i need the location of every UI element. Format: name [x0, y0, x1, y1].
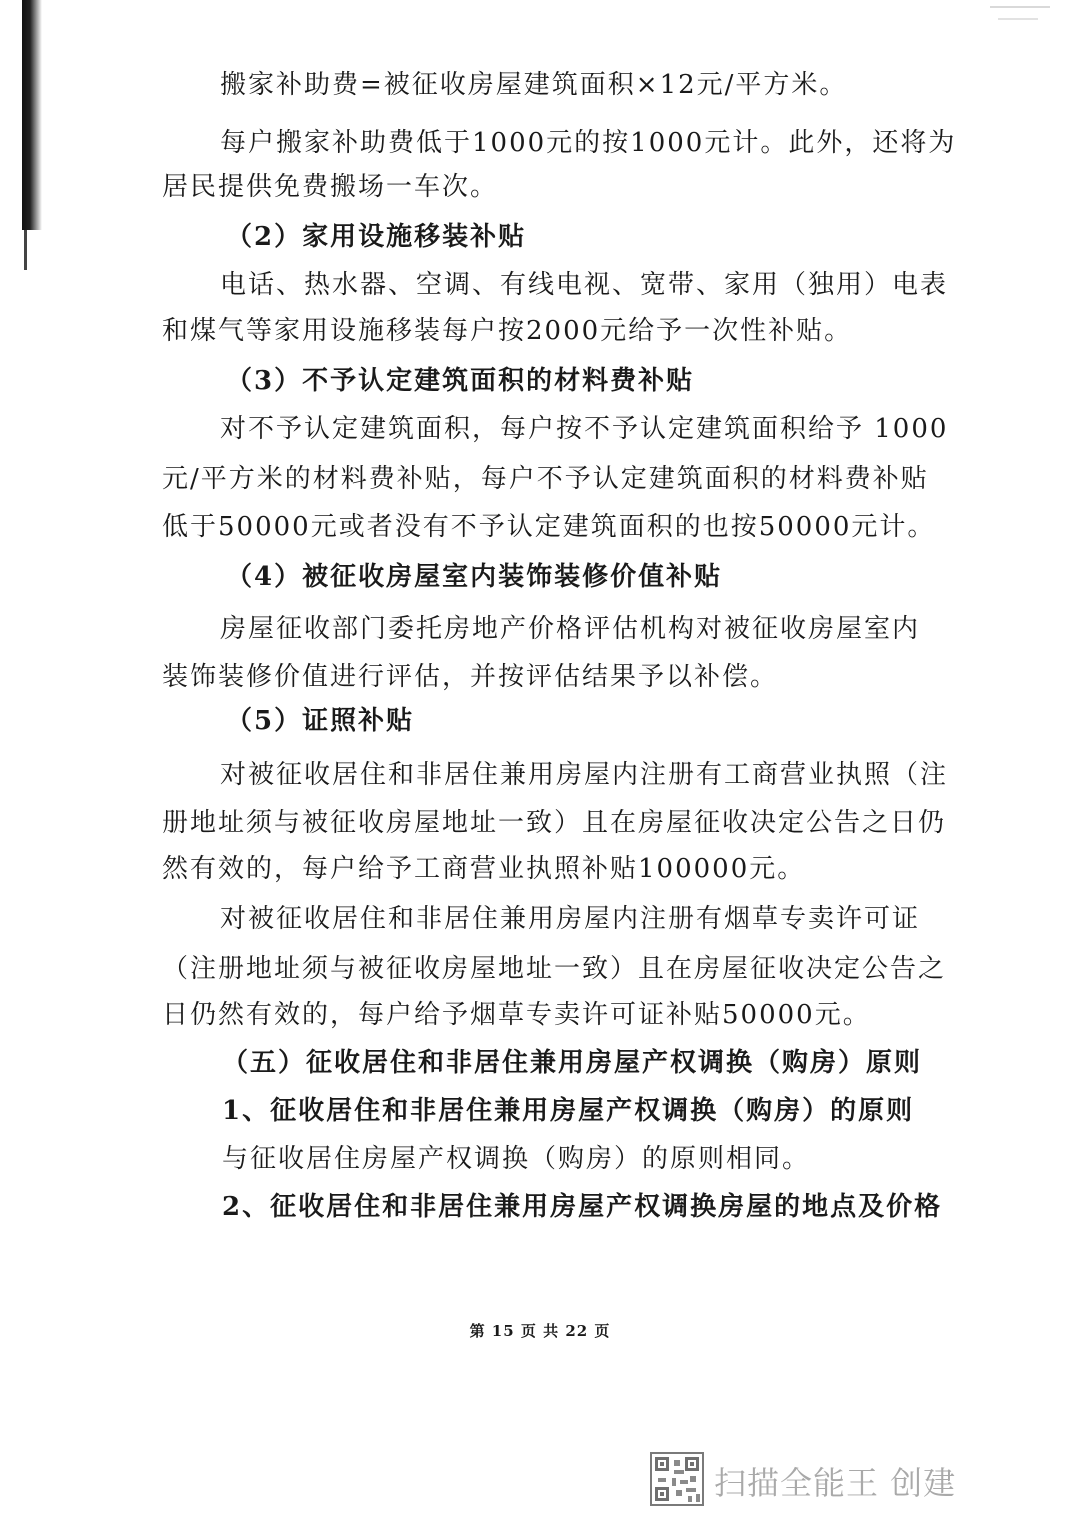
text-line: 和煤气等家用设施移装每户按2000元给予一次性补贴。	[162, 316, 853, 346]
text-line: 与征收居住房屋产权调换（购房）的原则相同。	[222, 1144, 811, 1174]
text-line: 搬家补助费=被征收房屋建筑面积×12元/平方米。	[220, 70, 848, 100]
text-line: 每户搬家补助费低于1000元的按1000元计。此外，还将为	[220, 128, 957, 158]
section-heading: （4）被征收房屋室内装饰装修价值补贴	[226, 562, 723, 592]
page-number: 第 15 页 共 22 页	[469, 1322, 611, 1340]
section-heading: （5）证照补贴	[226, 706, 415, 736]
text-line: 日仍然有效的，每户给予烟草专卖许可证补贴50000元。	[162, 1000, 871, 1030]
text-line: 然有效的，每户给予工商营业执照补贴100000元。	[162, 854, 806, 884]
text-line: 装饰装修价值进行评估，并按评估结果予以补偿。	[162, 662, 779, 692]
section-heading: （五）征收居住和非居住兼用房屋产权调换（购房）原则	[222, 1048, 923, 1078]
text-line: 对不予认定建筑面积，每户按不予认定建筑面积给予 1000	[220, 414, 949, 444]
text-line: 对被征收居住和非居住兼用房屋内注册有烟草专卖许可证	[220, 904, 921, 934]
text-line: 元/平方米的材料费补贴，每户不予认定建筑面积的材料费补贴	[162, 464, 929, 494]
sub-heading: 1、征收居住和非居住兼用房屋产权调换（购房）的原则	[222, 1096, 915, 1126]
text-line: 房屋征收部门委托房地产价格评估机构对被征收房屋室内	[220, 614, 921, 644]
text-line: 对被征收居住和非居住兼用房屋内注册有工商营业执照（注	[220, 760, 949, 790]
scan-corner-mark	[990, 6, 1050, 32]
text-line: 低于50000元或者没有不予认定建筑面积的也按50000元计。	[162, 512, 936, 542]
section-heading: （2）家用设施移装补贴	[226, 222, 527, 252]
watermark-text: 扫描全能王 创建	[714, 1464, 957, 1502]
text-line: 册地址须与被征收房屋地址一致）且在房屋征收决定公告之日仍	[162, 808, 947, 838]
text-line: （注册地址须与被征收房屋地址一致）且在房屋征收决定公告之	[162, 954, 947, 984]
sub-heading: 2、征收居住和非居住兼用房屋产权调换房屋的地点及价格	[222, 1192, 943, 1222]
scan-page-edge	[22, 0, 42, 230]
scan-page-edge-tail	[24, 230, 27, 270]
scanner-watermark	[650, 1448, 990, 1512]
section-heading: （3）不予认定建筑面积的材料费补贴	[226, 366, 695, 396]
qr-code-icon	[650, 1452, 704, 1506]
text-line: 电话、热水器、空调、有线电视、宽带、家用（独用）电表	[220, 270, 949, 300]
text-line: 居民提供免费搬场一车次。	[162, 172, 499, 202]
